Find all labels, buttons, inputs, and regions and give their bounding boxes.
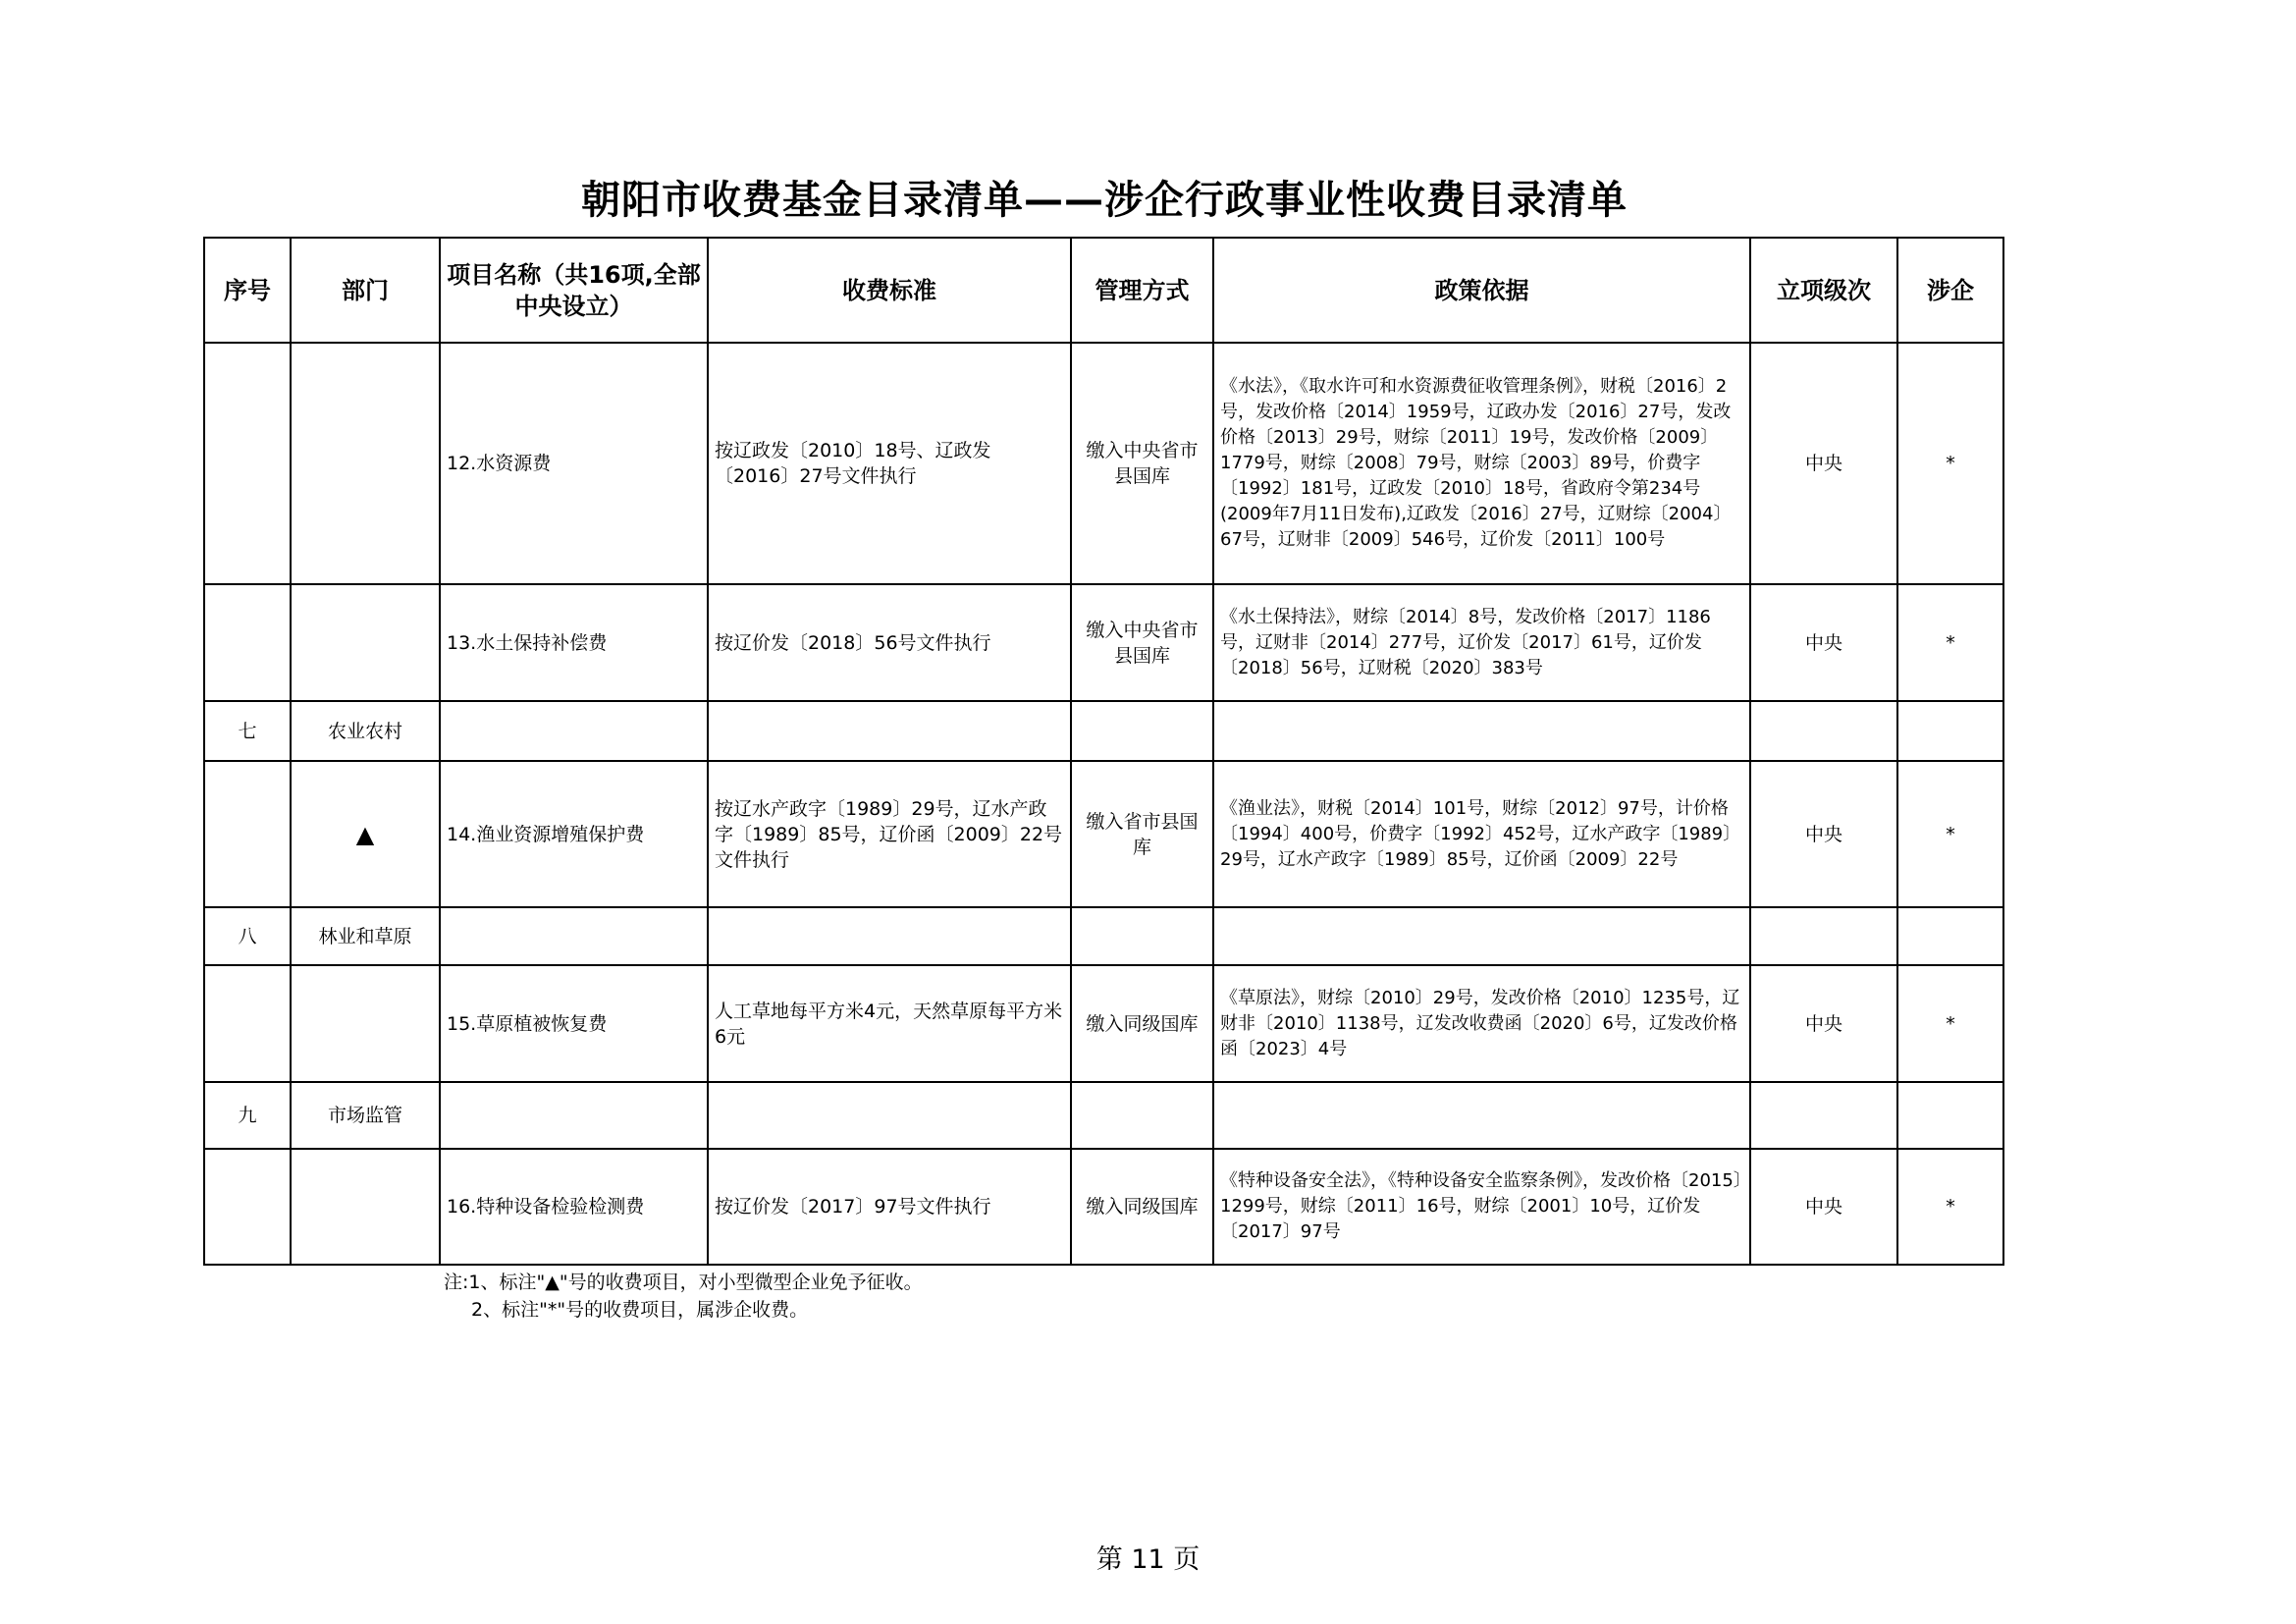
cell-mgmt: 缴入同级国库 xyxy=(1071,1149,1213,1265)
table-row xyxy=(204,584,2003,701)
cell-dept: 农业农村 xyxy=(291,701,440,761)
cell-mgmt xyxy=(1071,907,1213,965)
table-row xyxy=(204,1149,2003,1265)
cell-item: 14.渔业资源增殖保护费 xyxy=(440,761,708,907)
footnote-2: 2、标注"*"号的收费项目，属涉企收费。 xyxy=(471,1299,809,1321)
header-policy: 政策依据 xyxy=(1213,238,1750,343)
header-item: 项目名称（共16项,全部中央设立） xyxy=(440,238,708,343)
cell-standard: 按辽政发〔2010〕18号、辽政发〔2016〕27号文件执行 xyxy=(708,343,1071,584)
cell-seq: 九 xyxy=(204,1082,291,1149)
cell-seq xyxy=(204,761,291,907)
cell-standard xyxy=(708,701,1071,761)
cell-enterprise: * xyxy=(1897,584,2003,701)
cell-policy xyxy=(1213,907,1750,965)
table-row xyxy=(204,907,2003,965)
cell-standard: 人工草地每平方米4元，天然草原每平方米6元 xyxy=(708,965,1071,1082)
cell-standard xyxy=(708,907,1071,965)
cell-dept xyxy=(291,343,440,584)
cell-policy: 《特种设备安全法》，《特种设备安全监察条例》，发改价格〔2015〕1299号，财综〔2011〕16号，财综〔2001〕10号，辽价发〔2017〕97号 xyxy=(1213,1149,1750,1265)
cell-level xyxy=(1750,907,1897,965)
cell-dept: 市场监管 xyxy=(291,1082,440,1149)
cell-standard: 按辽水产政字〔1989〕29号，辽水产政字〔1989〕85号，辽价函〔2009〕22号文件执行 xyxy=(708,761,1071,907)
fee-table xyxy=(203,237,2004,1266)
cell-enterprise: * xyxy=(1897,1149,2003,1265)
header-seq: 序号 xyxy=(204,238,291,343)
table-header-row xyxy=(204,238,2003,343)
cell-seq xyxy=(204,343,291,584)
cell-standard xyxy=(708,1082,1071,1149)
cell-level: 中央 xyxy=(1750,343,1897,584)
cell-mgmt: 缴入中央省市县国库 xyxy=(1071,343,1213,584)
cell-seq: 七 xyxy=(204,701,291,761)
cell-policy: 《水法》，《取水许可和水资源费征收管理条例》，财税〔2016〕2号，发改价格〔2014〕1959号，辽政办发〔2016〕27号，发改价格〔2013〕29号，财综〔2011〕19号，发改价格〔2009〕1779号，财综〔2008〕79号，财综〔2003〕89号，价费字〔1992〕181号，辽政发〔2010〕18号，省政府令第234号(2009年7月11日发布),辽政发〔2016〕27号，辽财综〔2004〕67号，辽财非〔2009〕546号，辽价发〔2011〕100号 xyxy=(1213,343,1750,584)
cell-level: 中央 xyxy=(1750,965,1897,1082)
cell-policy: 《草原法》，财综〔2010〕29号，发改价格〔2010〕1235号，辽财非〔2010〕1138号，辽发改收费函〔2020〕6号，辽发改价格函〔2023〕4号 xyxy=(1213,965,1750,1082)
table-row xyxy=(204,1082,2003,1149)
header-level: 立项级次 xyxy=(1750,238,1897,343)
cell-standard: 按辽价发〔2018〕56号文件执行 xyxy=(708,584,1071,701)
header-dept: 部门 xyxy=(291,238,440,343)
cell-mgmt xyxy=(1071,1082,1213,1149)
cell-dept xyxy=(291,584,440,701)
cell-seq xyxy=(204,965,291,1082)
cell-dept xyxy=(291,965,440,1082)
cell-item xyxy=(440,701,708,761)
cell-seq xyxy=(204,1149,291,1265)
table-row xyxy=(204,761,2003,907)
cell-item: 15.草原植被恢复费 xyxy=(440,965,708,1082)
cell-mgmt xyxy=(1071,701,1213,761)
cell-policy: 《渔业法》，财税〔2014〕101号，财综〔2012〕97号，计价格〔1994〕400号，价费字〔1992〕452号，辽水产政字〔1989〕29号，辽水产政字〔1989〕85号，辽价函〔2009〕22号 xyxy=(1213,761,1750,907)
cell-policy: 《水土保持法》，财综〔2014〕8号，发改价格〔2017〕1186号，辽财非〔2014〕277号，辽价发〔2017〕61号，辽价发〔2018〕56号，辽财税〔2020〕383号 xyxy=(1213,584,1750,701)
cell-enterprise xyxy=(1897,1082,2003,1149)
cell-level: 中央 xyxy=(1750,1149,1897,1265)
cell-level: 中央 xyxy=(1750,584,1897,701)
table-row xyxy=(204,701,2003,761)
cell-enterprise xyxy=(1897,907,2003,965)
footnote-1: 注:1、标注"▲"号的收费项目，对小型微型企业免予征收。 xyxy=(444,1272,923,1293)
footnotes xyxy=(444,1269,923,1324)
cell-mgmt: 缴入同级国库 xyxy=(1071,965,1213,1082)
cell-level: 中央 xyxy=(1750,761,1897,907)
triangle-icon: ▲ xyxy=(291,761,440,907)
cell-enterprise: * xyxy=(1897,343,2003,584)
table-row xyxy=(204,343,2003,584)
cell-mgmt: 缴入中央省市县国库 xyxy=(1071,584,1213,701)
table-row xyxy=(204,965,2003,1082)
cell-level xyxy=(1750,1082,1897,1149)
cell-enterprise xyxy=(1897,701,2003,761)
header-mgmt: 管理方式 xyxy=(1071,238,1213,343)
cell-item xyxy=(440,1082,708,1149)
cell-item: 16.特种设备检验检测费 xyxy=(440,1149,708,1265)
cell-policy xyxy=(1213,701,1750,761)
cell-level xyxy=(1750,701,1897,761)
cell-seq xyxy=(204,584,291,701)
cell-item xyxy=(440,907,708,965)
header-standard: 收费标准 xyxy=(708,238,1071,343)
cell-dept: 林业和草原 xyxy=(291,907,440,965)
cell-dept xyxy=(291,1149,440,1265)
cell-item: 12.水资源费 xyxy=(440,343,708,584)
cell-item: 13.水土保持补偿费 xyxy=(440,584,708,701)
cell-mgmt: 缴入省市县国库 xyxy=(1071,761,1213,907)
cell-policy xyxy=(1213,1082,1750,1149)
page-title: 朝阳市收费基金目录清单——涉企行政事业性收费目录清单 xyxy=(581,178,1628,223)
cell-enterprise: * xyxy=(1897,761,2003,907)
cell-seq: 八 xyxy=(204,907,291,965)
page-number: 第 11 页 xyxy=(1095,1544,1201,1575)
header-enterprise: 涉企 xyxy=(1897,238,2003,343)
cell-enterprise: * xyxy=(1897,965,2003,1082)
cell-standard: 按辽价发〔2017〕97号文件执行 xyxy=(708,1149,1071,1265)
